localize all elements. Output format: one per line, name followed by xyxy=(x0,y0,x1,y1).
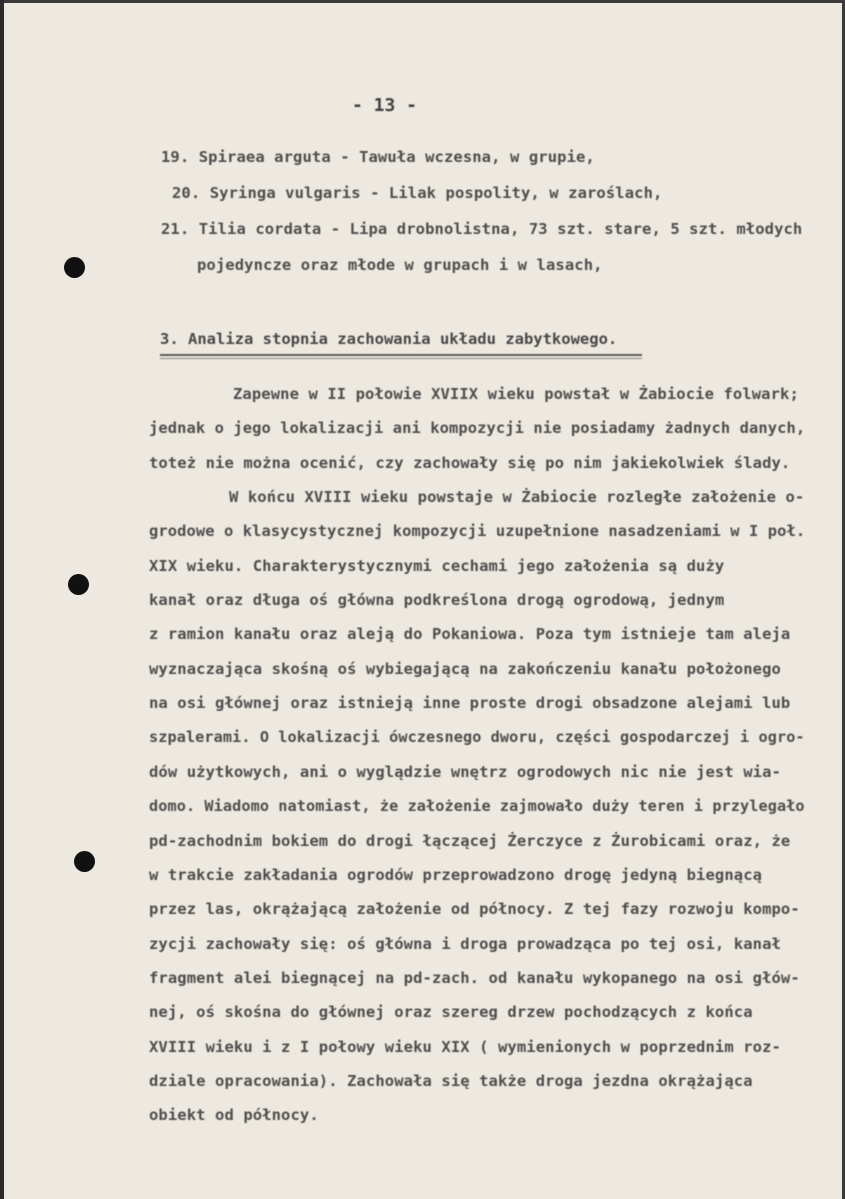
body-line: pd-zachodnim bokiem do drogi łączącej Żerczyce z Żurobicami oraz, że xyxy=(149,832,791,850)
body-line: obiekt od północy. xyxy=(149,1106,319,1124)
body-line: dów użytkowych, ani o wyglądzie wnętrz ogrodowych nic nie jest wia- xyxy=(149,763,781,781)
body-line: jednak o jego lokalizacji ani kompozycji nie posiadamy żadnych danych, xyxy=(149,419,806,437)
body-line: nej, oś skośna do głównej oraz szereg drzew pochodzących z końca xyxy=(149,1003,753,1021)
body-line: na osi głównej oraz istnieją inne proste drogi obsadzone alejami lub xyxy=(149,694,791,712)
scan-edge-top xyxy=(0,0,845,3)
body-line: Zapewne w II połowie XVIIX wieku powstał w Żabiocie folwark; xyxy=(233,385,799,403)
body-line: domo. Wiadomo natomiast, że założenie zajmowało duży teren i przylegało xyxy=(149,797,805,815)
heading-underline-secondary xyxy=(160,358,642,359)
body-line: XVIII wieku i z I połowy wieku XIX ( wymienionych w poprzednim roz- xyxy=(149,1038,781,1056)
list-item: 21. Tilia cordata - Lipa drobnolistna, 73 szt. stare, 5 szt. młodych xyxy=(161,220,803,238)
body-line: toteż nie można ocenić, czy zachowały się po nim jakiekolwiek ślady. xyxy=(149,454,791,472)
body-line: w trakcie zakładania ogrodów przeprowadzono drogę jedyną biegnącą xyxy=(149,866,763,884)
body-line: grodowe o klasycystycznej kompozycji uzupełnione nasadzeniami w I poł. xyxy=(149,522,806,540)
list-item: 19. Spiraea arguta - Tawuła wczesna, w grupie, xyxy=(161,148,595,166)
body-line: przez las, okrążającą założenie od północy. Z tej fazy rozwoju kompo- xyxy=(149,900,800,918)
punch-hole-bottom xyxy=(74,851,95,872)
punch-hole-top xyxy=(64,257,85,278)
body-line: kanał oraz długa oś główna podkreślona drogą ogrodową, jednym xyxy=(149,591,725,609)
body-line: zycji zachowały się: oś główna i droga prowadząca po tej osi, kanał xyxy=(149,935,781,953)
scan-edge-left xyxy=(0,0,4,1199)
body-line: W końcu XVIII wieku powstaje w Żabiocie rozległe założenie o- xyxy=(229,488,805,506)
section-heading: 3. Analiza stopnia zachowania układu zabytkowego. xyxy=(160,330,618,348)
body-line: fragment alei biegnącej na pd-zach. od kanału wykopanego na osi głów- xyxy=(149,969,800,987)
heading-underline xyxy=(160,354,642,356)
body-line: wyznaczająca skośną oś wybiegającą na zakończeniu kanału położonego xyxy=(149,660,781,678)
page-number: - 13 - xyxy=(352,95,418,116)
punch-hole-middle xyxy=(68,574,89,595)
body-line: z ramion kanału oraz aleją do Pokaniowa. Poza tym istnieje tam aleja xyxy=(149,625,791,643)
list-item-continuation: pojedyncze oraz młode w grupach i w lasach, xyxy=(197,256,603,274)
list-item: 20. Syringa vulgaris - Lilak pospolity, w zaroślach, xyxy=(172,184,663,202)
body-line: XIX wieku. Charakterystycznymi cechami jego założenia są duży xyxy=(149,557,725,575)
body-line: dziale opracowania). Zachowała się także droga jezdna okrążająca xyxy=(149,1072,753,1090)
body-line: szpalerami. O lokalizacji ówczesnego dworu, części gospodarczej i ogro- xyxy=(149,728,805,746)
